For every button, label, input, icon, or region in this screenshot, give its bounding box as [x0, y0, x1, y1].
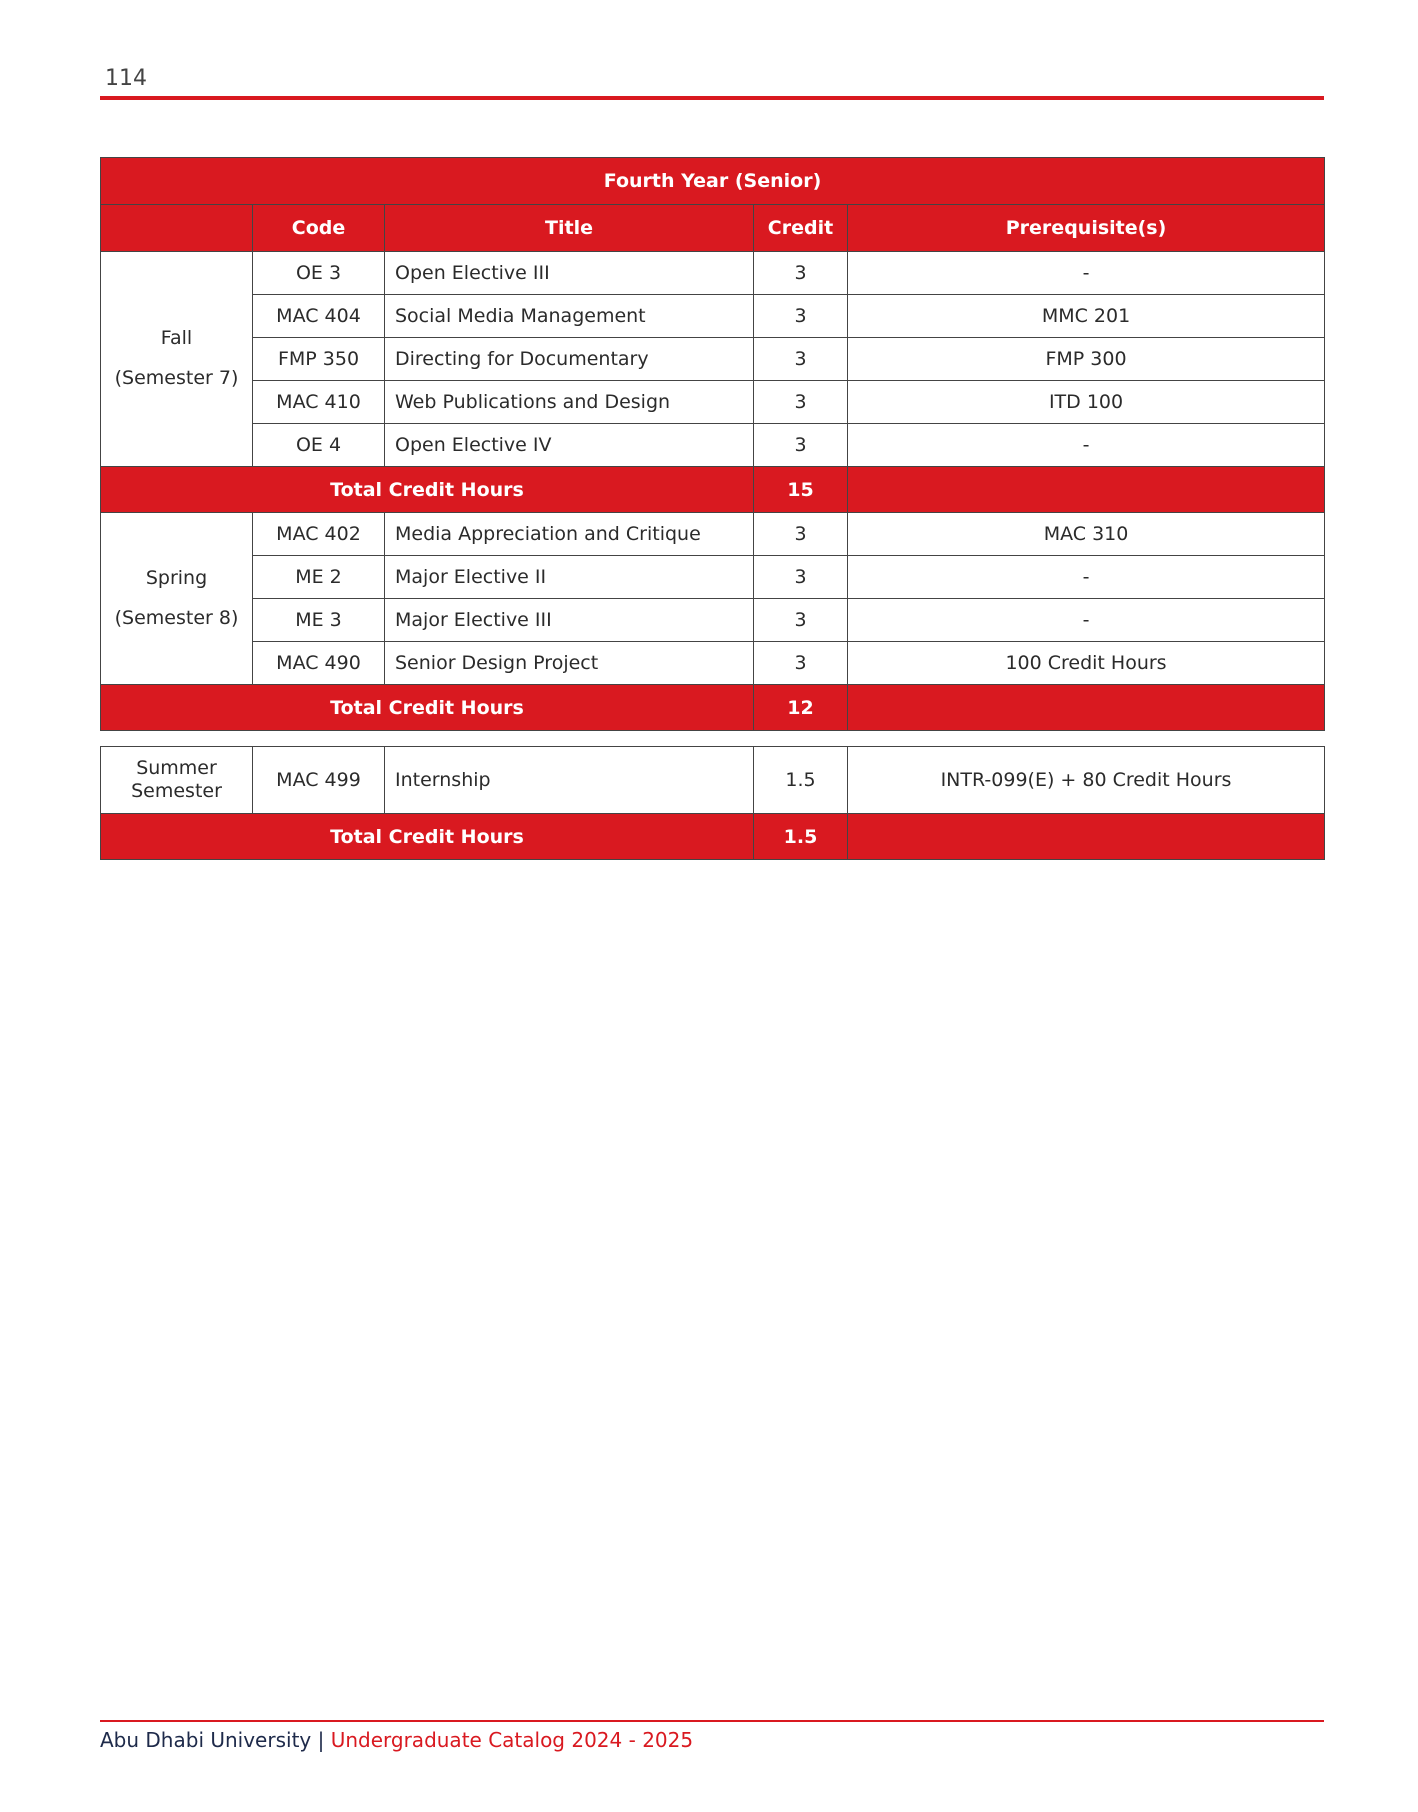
course-title: Web Publications and Design	[385, 381, 754, 424]
course-credit: 3	[754, 338, 848, 381]
total-label: Total Credit Hours	[101, 685, 754, 731]
fall-label-line1: Fall	[160, 327, 193, 350]
course-credit: 3	[754, 252, 848, 295]
course-prereq: -	[848, 556, 1325, 599]
total-blank	[848, 685, 1325, 731]
course-prereq: -	[848, 252, 1325, 295]
course-credit: 3	[754, 295, 848, 338]
table-row	[101, 599, 1325, 642]
course-code: ME 2	[253, 556, 385, 599]
course-credit: 3	[754, 642, 848, 685]
summer-label-line2: Semester	[131, 780, 222, 802]
course-prereq: FMP 300	[848, 338, 1325, 381]
table-row	[101, 381, 1325, 424]
course-prereq: -	[848, 599, 1325, 642]
table-row	[101, 295, 1325, 338]
footer-catalog: Undergraduate Catalog 2024 - 2025	[330, 1728, 694, 1752]
course-credit: 1.5	[754, 747, 848, 814]
total-label: Total Credit Hours	[101, 814, 754, 860]
header-blank	[101, 205, 253, 252]
total-value: 15	[754, 467, 848, 513]
course-code: MAC 490	[253, 642, 385, 685]
course-code: MAC 404	[253, 295, 385, 338]
course-prereq: INTR-099(E) + 80 Credit Hours	[848, 747, 1325, 814]
table-row	[101, 424, 1325, 467]
course-code: OE 3	[253, 252, 385, 295]
header-title: Title	[385, 205, 754, 252]
course-credit: 3	[754, 599, 848, 642]
table-row	[101, 642, 1325, 685]
summer-table	[100, 746, 1325, 860]
summer-label-line1: Summer	[136, 757, 217, 780]
page-number: 114	[105, 66, 147, 91]
summer-semester-label	[101, 747, 253, 814]
course-prereq: ITD 100	[848, 381, 1325, 424]
course-title: Open Elective IV	[385, 424, 754, 467]
course-code: MAC 402	[253, 513, 385, 556]
footer-rule	[100, 1720, 1324, 1722]
footer-university: Abu Dhabi University	[100, 1728, 312, 1752]
course-title: Open Elective III	[385, 252, 754, 295]
year-title-row	[101, 158, 1325, 205]
course-code: ME 3	[253, 599, 385, 642]
column-header-row	[101, 205, 1325, 252]
course-title: Major Elective II	[385, 556, 754, 599]
course-code: MAC 499	[253, 747, 385, 814]
course-prereq: -	[848, 424, 1325, 467]
course-title: Internship	[385, 747, 754, 814]
course-credit: 3	[754, 424, 848, 467]
course-prereq: MAC 310	[848, 513, 1325, 556]
fall-total-row	[101, 467, 1325, 513]
header-credit: Credit	[754, 205, 848, 252]
header-rule	[100, 96, 1324, 100]
course-title: Directing for Documentary	[385, 338, 754, 381]
spring-total-row	[101, 685, 1325, 731]
year-title: Fourth Year (Senior)	[101, 158, 1325, 205]
course-credit: 3	[754, 381, 848, 424]
page-footer	[100, 1728, 693, 1752]
total-blank	[848, 467, 1325, 513]
course-title: Social Media Management	[385, 295, 754, 338]
course-title: Senior Design Project	[385, 642, 754, 685]
table-row	[101, 556, 1325, 599]
table-row	[101, 338, 1325, 381]
header-prereq: Prerequisite(s)	[848, 205, 1325, 252]
course-prereq: MMC 201	[848, 295, 1325, 338]
total-blank	[848, 814, 1325, 860]
total-value: 12	[754, 685, 848, 731]
table-row	[101, 747, 1325, 814]
footer-separator: |	[311, 1728, 331, 1752]
total-value: 1.5	[754, 814, 848, 860]
table-row	[101, 252, 1325, 295]
course-credit: 3	[754, 556, 848, 599]
spring-label-line2: (Semester 8)	[114, 606, 239, 629]
total-label: Total Credit Hours	[101, 467, 754, 513]
course-credit: 3	[754, 513, 848, 556]
fall-label-line2: (Semester 7)	[114, 367, 239, 389]
fourth-year-table	[100, 157, 1325, 731]
header-code: Code	[253, 205, 385, 252]
course-title: Media Appreciation and Critique	[385, 513, 754, 556]
course-code: FMP 350	[253, 338, 385, 381]
course-title: Major Elective III	[385, 599, 754, 642]
fall-semester-label	[101, 252, 253, 467]
course-code: OE 4	[253, 424, 385, 467]
table-row	[101, 513, 1325, 556]
summer-total-row	[101, 814, 1325, 860]
spring-label-line1: Spring	[145, 566, 208, 589]
course-prereq: 100 Credit Hours	[848, 642, 1325, 685]
spring-semester-label	[101, 513, 253, 685]
course-code: MAC 410	[253, 381, 385, 424]
